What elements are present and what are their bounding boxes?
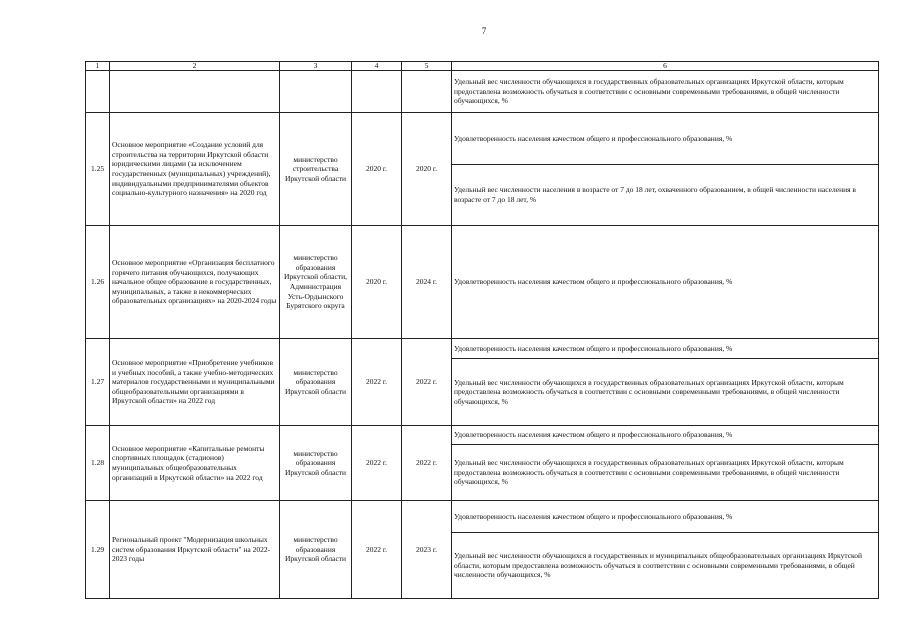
table-row xyxy=(86,113,879,165)
header-cell: 1 xyxy=(86,62,110,71)
start-year: 2020 г. xyxy=(352,113,402,226)
indicator-cell: Удовлетворенность населения качеством общего и профессионального образования, % xyxy=(452,339,879,359)
indicator-cell: Удельный вес численности населения в возрасте от 7 до 18 лет, охваченного образованием, в общей численности населения в возрасте от 7 до 18 лет, % xyxy=(452,165,879,226)
measure-title: Основное мероприятие «Приобретение учебников и учебных пособий, а также учебно-методических материалов государственными и муниципальными общеобразовательными организациями в Иркутской области» на 2022 год xyxy=(110,339,280,426)
row-number: 1.29 xyxy=(86,501,110,599)
end-year: 2020 г. xyxy=(402,113,452,226)
header-cell: 6 xyxy=(452,62,879,71)
header-cell: 2 xyxy=(110,62,280,71)
table-row xyxy=(86,71,879,113)
measure-title: Основное мероприятие «Капитальные ремонты спортивных площадок (стадионов) муниципальных общеобразовательных организаций в Иркутской области» на 2022 год xyxy=(110,426,280,501)
executor: министерство строительства Иркутской области xyxy=(280,113,352,226)
end-year: 2024 г. xyxy=(402,226,452,339)
row-number: 1.25 xyxy=(86,113,110,226)
table-row xyxy=(86,226,879,339)
table-row xyxy=(86,426,879,445)
header-cell: 5 xyxy=(402,62,452,71)
start-year: 2020 г. xyxy=(352,226,402,339)
executor: министерство образования Иркутской области xyxy=(280,426,352,501)
executor: министерство образования Иркутской области, Администрация Усть-Ордынского Бурятского округа xyxy=(280,226,352,339)
end-year: 2023 г. xyxy=(402,501,452,599)
indicator-cell: Удельный вес численности обучающихся в государственных образовательных организациях Иркутской области, которым предоставлена возможность обучаться в соответствии с основными современными требованиями, в общей численности обучающихся, % xyxy=(452,445,879,501)
indicator-cell: Удельный вес численности обучающихся в государственных образовательных организациях Иркутской области, которым предоставлена возможность обучаться в соответствии с основными современными требованиями, в общей численности обучающихся, % xyxy=(452,71,879,113)
measure-title: Основное мероприятие «Организация бесплатного горячего питания обучающихся, получающих начальное общее образование в государственных, муниципальных, а также в некоммерческих образовательных организациях» на 2020-2024 годы xyxy=(110,226,280,339)
table-row xyxy=(86,501,879,533)
end-year: 2022 г. xyxy=(402,426,452,501)
executor: министерство образования Иркутской области xyxy=(280,339,352,426)
start-year: 2022 г. xyxy=(352,339,402,426)
start-year: 2022 г. xyxy=(352,501,402,599)
executor: министерство образования Иркутской области xyxy=(280,501,352,599)
row-number: 1.26 xyxy=(86,226,110,339)
start-year: 2022 г. xyxy=(352,426,402,501)
indicator-cell: Удельный вес численности обучающихся в государственных и муниципальных общеобразовательных организациях Иркутской области, которым предоставлена возможность обучаться в соответствии с основными современными требованиями, в общей численности обучающихся, % xyxy=(452,533,879,599)
row-number: 1.27 xyxy=(86,339,110,426)
page-number: 7 xyxy=(481,26,487,36)
header-cell: 3 xyxy=(280,62,352,71)
indicator-cell: Удельный вес численности обучающихся в государственных образовательных организациях Иркутской области, которым предоставлена возможность обучаться в соответствии с основными современными требованиями, в общей численности обучающихся, % xyxy=(452,359,879,426)
table-row xyxy=(86,339,879,359)
measures-table xyxy=(85,61,879,599)
measure-title: Региональный проект "Модернизация школьных систем образования Иркутской области" на 2022-2023 годы xyxy=(110,501,280,599)
header-cell: 4 xyxy=(352,62,402,71)
table-header-row xyxy=(86,62,879,71)
indicator-cell: Удовлетворенность населения качеством общего и профессионального образования, % xyxy=(452,426,879,445)
indicator-cell: Удовлетворенность населения качеством общего и профессионального образования, % xyxy=(452,226,879,339)
row-number: 1.28 xyxy=(86,426,110,501)
measure-title: Основное мероприятие «Создание условий для строительства на территории Иркутской области юридическими лицами (за исключением государственных (муниципальных) учреждений), индивидуальными предпринимателями объектов социально-культурного назначения» на 2020 год xyxy=(110,113,280,226)
indicator-cell: Удовлетворенность населения качеством общего и профессионального образования, % xyxy=(452,501,879,533)
indicator-cell: Удовлетворенность населения качеством общего и профессионального образования, % xyxy=(452,113,879,165)
end-year: 2022 г. xyxy=(402,339,452,426)
